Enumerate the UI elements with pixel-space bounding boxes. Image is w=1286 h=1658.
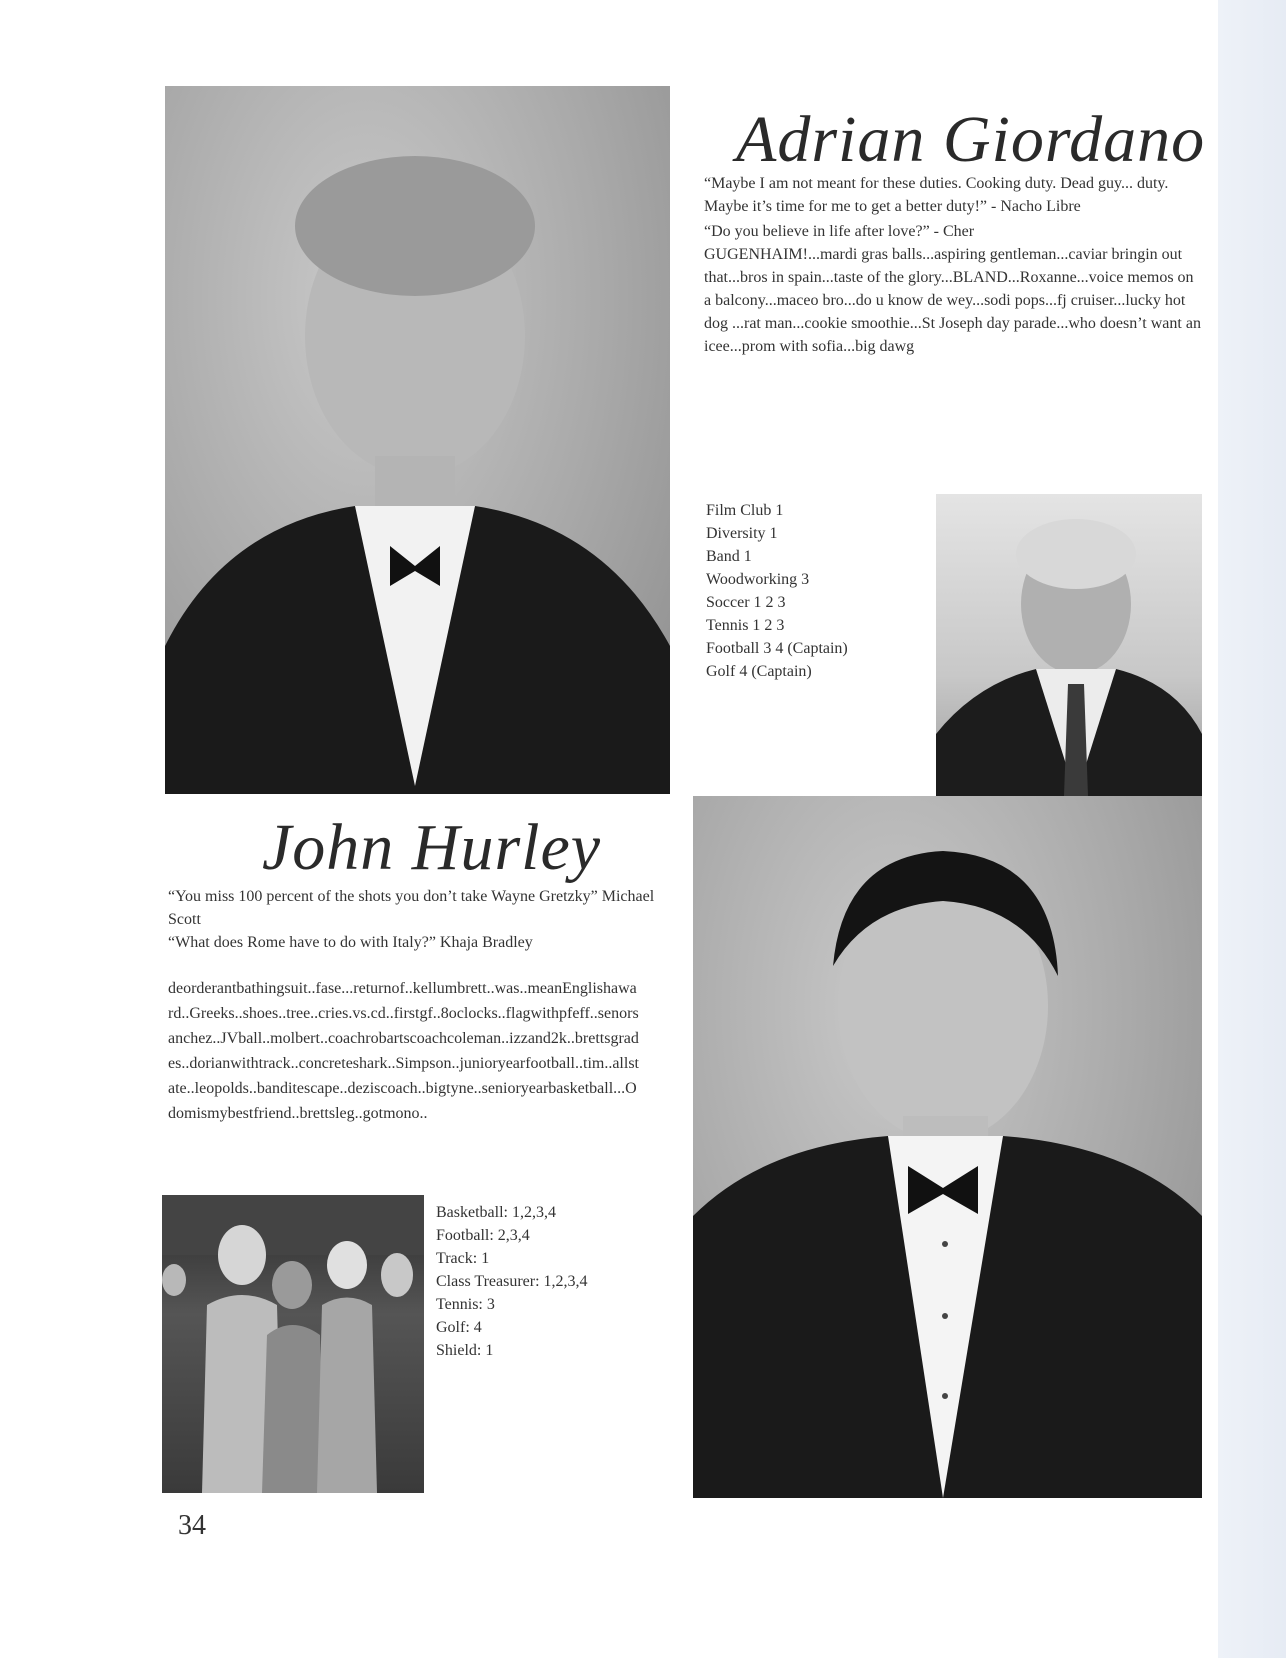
adrian-activity: Film Club 1 bbox=[706, 502, 784, 519]
adrian-activity: Band 1 bbox=[706, 548, 752, 565]
adrian-activity: Football 3 4 (Captain) bbox=[706, 640, 848, 657]
john-activities bbox=[436, 1201, 588, 1362]
adrian-activity: Diversity 1 bbox=[706, 525, 778, 542]
john-group-photo bbox=[162, 1195, 424, 1493]
john-activity: Shield: 1 bbox=[436, 1342, 494, 1359]
john-activity: Track: 1 bbox=[436, 1250, 490, 1267]
john-activity: Tennis: 3 bbox=[436, 1296, 495, 1313]
adrian-activity: Soccer 1 2 3 bbox=[706, 594, 786, 611]
john-quote-1: “You miss 100 percent of the shots you don’t take Wayne Gretzky” Michael Scott bbox=[168, 888, 655, 928]
adrian-quotes bbox=[704, 172, 1202, 358]
page-number: 34 bbox=[178, 1510, 206, 1541]
adrian-activity: Tennis 1 2 3 bbox=[706, 617, 785, 634]
adrian-activity: Golf 4 (Captain) bbox=[706, 663, 812, 680]
john-formal-portrait bbox=[693, 796, 1202, 1498]
john-activity: Class Treasurer: 1,2,3,4 bbox=[436, 1273, 588, 1290]
adrian-activities bbox=[706, 499, 848, 683]
page-edge bbox=[1218, 0, 1286, 1658]
adrian-name: Adrian Giordano bbox=[736, 103, 1206, 176]
adrian-quote-2: “Do you believe in life after love?” - Cher bbox=[704, 223, 975, 240]
john-activity: Basketball: 1,2,3,4 bbox=[436, 1204, 556, 1221]
adrian-casual-photo bbox=[936, 494, 1202, 796]
john-quotes bbox=[168, 885, 658, 954]
john-memories bbox=[168, 976, 668, 1126]
adrian-memories: GUGENHAIM!...mardi gras balls...aspiring gentleman...caviar bringin out that...bros in spain...taste of the glory...BLAND...Roxanne...voice memos on a balcony...maceo bro...do u know de wey...sodi pops...fj cruiser...lucky hot dog ...rat man...cookie smoothie...St Joseph day parade...who doesn’t want an icee...prom with sofia...big dawg bbox=[704, 246, 1201, 355]
adrian-formal-portrait bbox=[165, 86, 670, 794]
john-name: John Hurley bbox=[262, 811, 602, 884]
john-quote-2: “What does Rome have to do with Italy?” Khaja Bradley bbox=[168, 934, 533, 951]
john-activity: Football: 2,3,4 bbox=[436, 1227, 530, 1244]
john-activity: Golf: 4 bbox=[436, 1319, 482, 1336]
adrian-activity: Woodworking 3 bbox=[706, 571, 810, 588]
john-memories-text: deorderantbathingsuit..fase...returnof..kellumbrett..was..meanEnglishawa rd..Greeks..shoes..tree..cries.vs.cd..firstgf..8oclocks..flagwithpfeff..senors anchez..JVball..molbert..coachrobartscoachcoleman..izzand2k..brettsgrad es..dorianwithtrack..concreteshark..Simpson..junioryearfootball..tim..allst ate..leopolds..banditescape..deziscoach..bigtyne..senioryearbasketball...O domismybestfriend..brettsleg..gotmono.. bbox=[168, 980, 639, 1122]
adrian-quote-1: “Maybe I am not meant for these duties. Cooking duty. Dead guy... duty. Maybe it’s time for me to get a better duty!” - Nacho Libre bbox=[704, 175, 1169, 215]
